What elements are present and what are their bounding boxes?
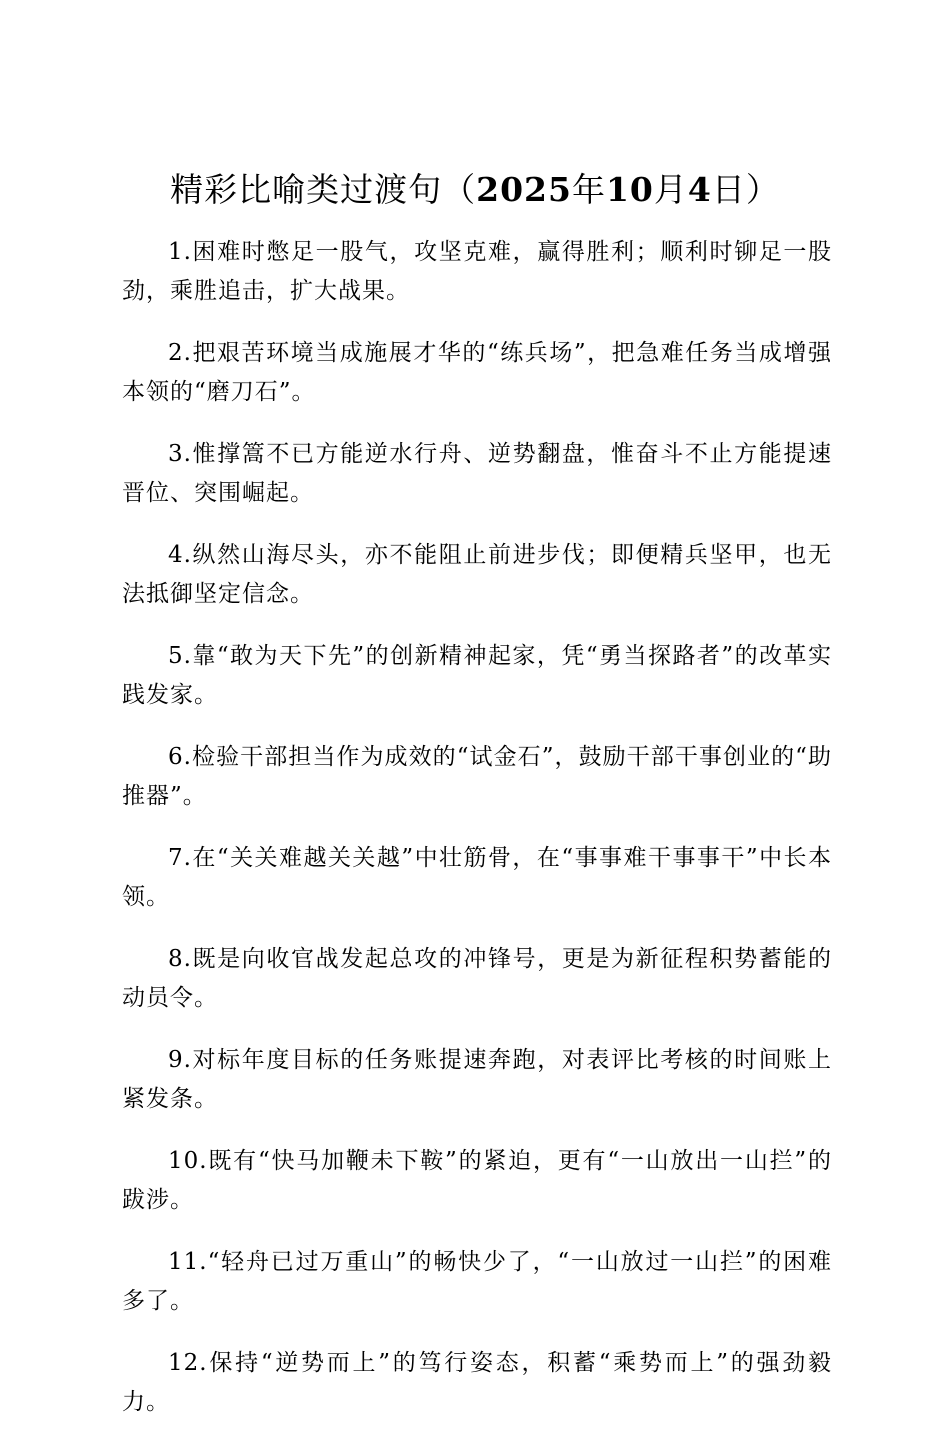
transition-sentence-list (122, 233, 832, 1445)
list-item: 10.既有“快马加鞭未下鞍”的紧迫，更有“一山放出一山拦”的跋涉。 (122, 1148, 832, 1213)
list-item: 1.困难时憋足一股气，攻坚克难，赢得胜利；顺利时铆足一股劲，乘胜追击，扩大战果。 (122, 239, 832, 304)
title-day-suffix: 日） (711, 170, 780, 209)
title-year-suffix: 年 (571, 170, 606, 209)
list-item: 6.检验干部担当作为成效的“试金石”，鼓励干部干事创业的“助推器”。 (122, 744, 832, 809)
list-item: 2.把艰苦环境当成施展才华的“练兵场”，把急难任务当成增强本领的“磨刀石”。 (122, 340, 832, 405)
page-title (0, 166, 950, 214)
list-item: 7.在“关关难越关关越”中壮筋骨，在“事事难干事事干”中长本领。 (122, 845, 832, 910)
title-month-suffix: 月 (653, 170, 688, 209)
title-day: 4 (687, 170, 712, 209)
list-item: 4.纵然山海尽头，亦不能阻止前进步伐；即便精兵坚甲，也无法抵御坚定信念。 (122, 542, 832, 607)
list-item: 12.保持“逆势而上”的笃行姿态，积蓄“乘势而上”的强劲毅力。 (122, 1350, 832, 1415)
title-prefix: 精彩比喻类过渡句（ (170, 170, 477, 209)
title-year: 2025 (476, 170, 572, 209)
list-item: 11.“轻舟已过万重山”的畅快少了，“一山放过一山拦”的困难多了。 (122, 1249, 832, 1314)
list-item: 9.对标年度目标的任务账提速奔跑，对表评比考核的时间账上紧发条。 (122, 1047, 832, 1112)
list-item: 8.既是向收官战发起总攻的冲锋号，更是为新征程积势蓄能的动员令。 (122, 946, 832, 1011)
title-month: 10 (605, 170, 654, 209)
list-item: 5.靠“敢为天下先”的创新精神起家，凭“勇当探路者”的改革实践发家。 (122, 643, 832, 708)
list-item: 3.惟撑篙不已方能逆水行舟、逆势翻盘，惟奋斗不止方能提速晋位、突围崛起。 (122, 441, 832, 506)
